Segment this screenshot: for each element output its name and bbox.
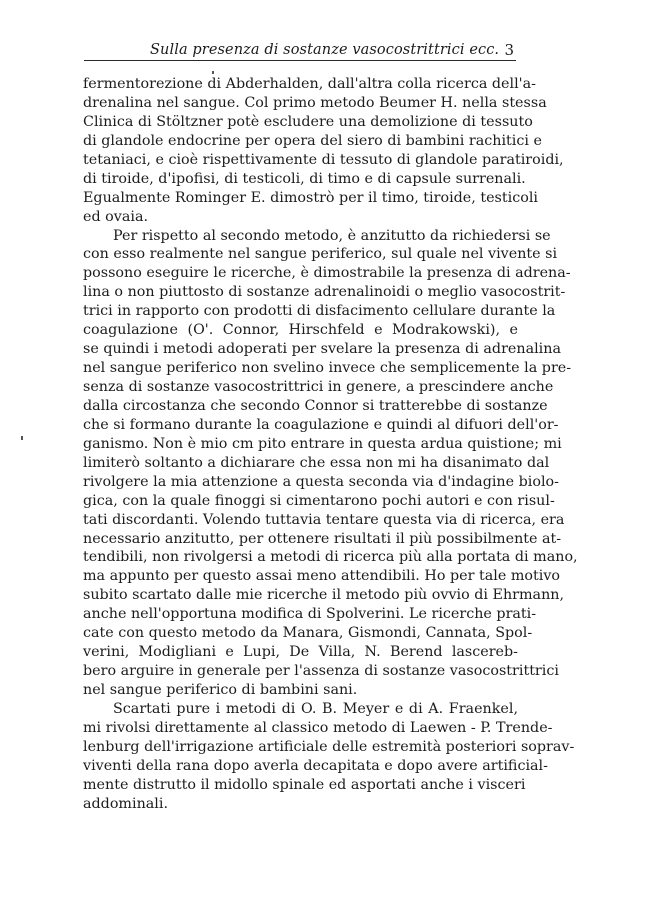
- text-line: Per rispetto al secondo metodo, è anzitutto da richiedersi se: [113, 227, 551, 244]
- text-line: drenalina nel sangue. Col primo metodo Beumer H. nella stessa: [83, 94, 547, 111]
- text-line: lenburg dell'irrigazione artificiale delle estremità posteriori soprav-: [83, 738, 575, 755]
- text-line: fermentorezione di Abderhalden, dall'altra colla ricerca dell'a-: [83, 76, 536, 92]
- margin-speck: [212, 71, 214, 74]
- text-line: nel sangue periferico di bambini sani.: [83, 682, 358, 698]
- text-line: cate con questo metodo da Manara, Gismondi, Cannata, Spol-: [83, 625, 533, 642]
- text-line: rivolgere la mia attenzione a questa seconda via d'indagine biolo-: [83, 473, 559, 490]
- text-line: con esso realmente nel sangue periferico, sul quale nel vivente si: [83, 246, 558, 263]
- text-line: limiterò soltanto a dichiarare che essa non mi ha disanimato dal: [83, 454, 550, 471]
- text-line: trici in rapporto con prodotti di disfacimento cellulare durante la: [83, 303, 556, 320]
- text-line: coagulazione (O'. Connor, Hirschfeld e Modrakowski), e: [83, 322, 518, 339]
- text-line: viventi della rana dopo averla decapitata e dopo avere artificial-: [83, 757, 548, 774]
- text-line: Scartati pure i metodi di O. B. Meyer e di A. Fraenkel,: [113, 700, 518, 717]
- text-line: di tiroide, d'ipofisi, di testicoli, di timo e di capsule surrenali.: [83, 170, 526, 187]
- text-line: senza di sostanze vasocostrittrici in genere, a prescindere anche: [83, 379, 554, 395]
- text-line: gica, con la quale finoggi si cimentarono pochi autori e con risul-: [83, 492, 555, 509]
- text-line: tati discordanti. Volendo tuttavia tentare questa via di ricerca, era: [83, 511, 565, 528]
- text-line: addominali.: [83, 795, 168, 812]
- text-line: dalla circostanza che secondo Connor si tratterebbe di sostanze: [83, 397, 548, 414]
- page-number: 3: [504, 41, 514, 59]
- text-line: anche nell'opportuna modifica di Spolverini. Le ricerche prati-: [83, 606, 537, 623]
- text-line: verini, Modigliani e Lupi, De Villa, N. Berend lascereb-: [83, 644, 518, 661]
- paragraph-1: [83, 75, 564, 227]
- margin-speck: [21, 436, 23, 440]
- paragraph-2: [83, 227, 578, 700]
- text-line: se quindi i metodi adoperati per svelare la presenza di adrenalina: [83, 341, 561, 358]
- body-text: [83, 75, 578, 814]
- text-line: lina o non piuttosto di sostanze adrenalinoidi o meglio vasocostrit-: [83, 284, 566, 301]
- text-line: ed ovaia.: [83, 208, 149, 225]
- text-line: necessario anzitutto, per ottenere risultati il più possibilmente at-: [83, 530, 562, 547]
- text-line: bero arguire in generale per l'assenza di sostanze vasocostrittrici: [83, 663, 559, 680]
- text-line: nel sangue periferico non svelino invece che semplicemente la pre-: [83, 360, 572, 377]
- running-head: [84, 38, 516, 61]
- text-line: Egualmente Rominger E. dimostrò per il timo, tiroide, testicoli: [83, 189, 538, 206]
- text-line: tetaniaci, e cioè rispettivamente di tessuto di glandole paratiroidi,: [83, 151, 564, 168]
- running-title: Sulla presenza di sostanze vasocostrittrici ecc.: [150, 42, 500, 58]
- paragraph-3: [83, 700, 575, 814]
- text-line: ma appunto per questo assai meno attendibili. Ho per tale motivo: [83, 568, 561, 585]
- text-line: subito scartato dalle mie ricerche il metodo più ovvio di Ehrmann,: [83, 587, 565, 604]
- text-line: mi rivolsi direttamente al classico metodo di Laewen - P. Trende-: [83, 719, 553, 736]
- text-line: Clinica di Stöltzner potè escludere una demolizione di tessuto: [83, 113, 533, 130]
- text-line: di glandole endocrine per opera del siero di bambini rachitici e: [83, 132, 542, 149]
- text-line: tendibili, non rivolgersi a metodi di ricerca più alla portata di mano,: [83, 549, 578, 566]
- text-line: possono eseguire le ricerche, è dimostrabile la presenza di adrena-: [83, 265, 571, 282]
- text-line: mente distrutto il midollo spinale ed asportati anche i visceri: [83, 776, 526, 793]
- text-line: che si formano durante la coagulazione e quindi al difuori dell'or-: [83, 416, 559, 433]
- text-line: ganismo. Non è mio cm pito entrare in questa ardua quistione; mi: [83, 435, 562, 452]
